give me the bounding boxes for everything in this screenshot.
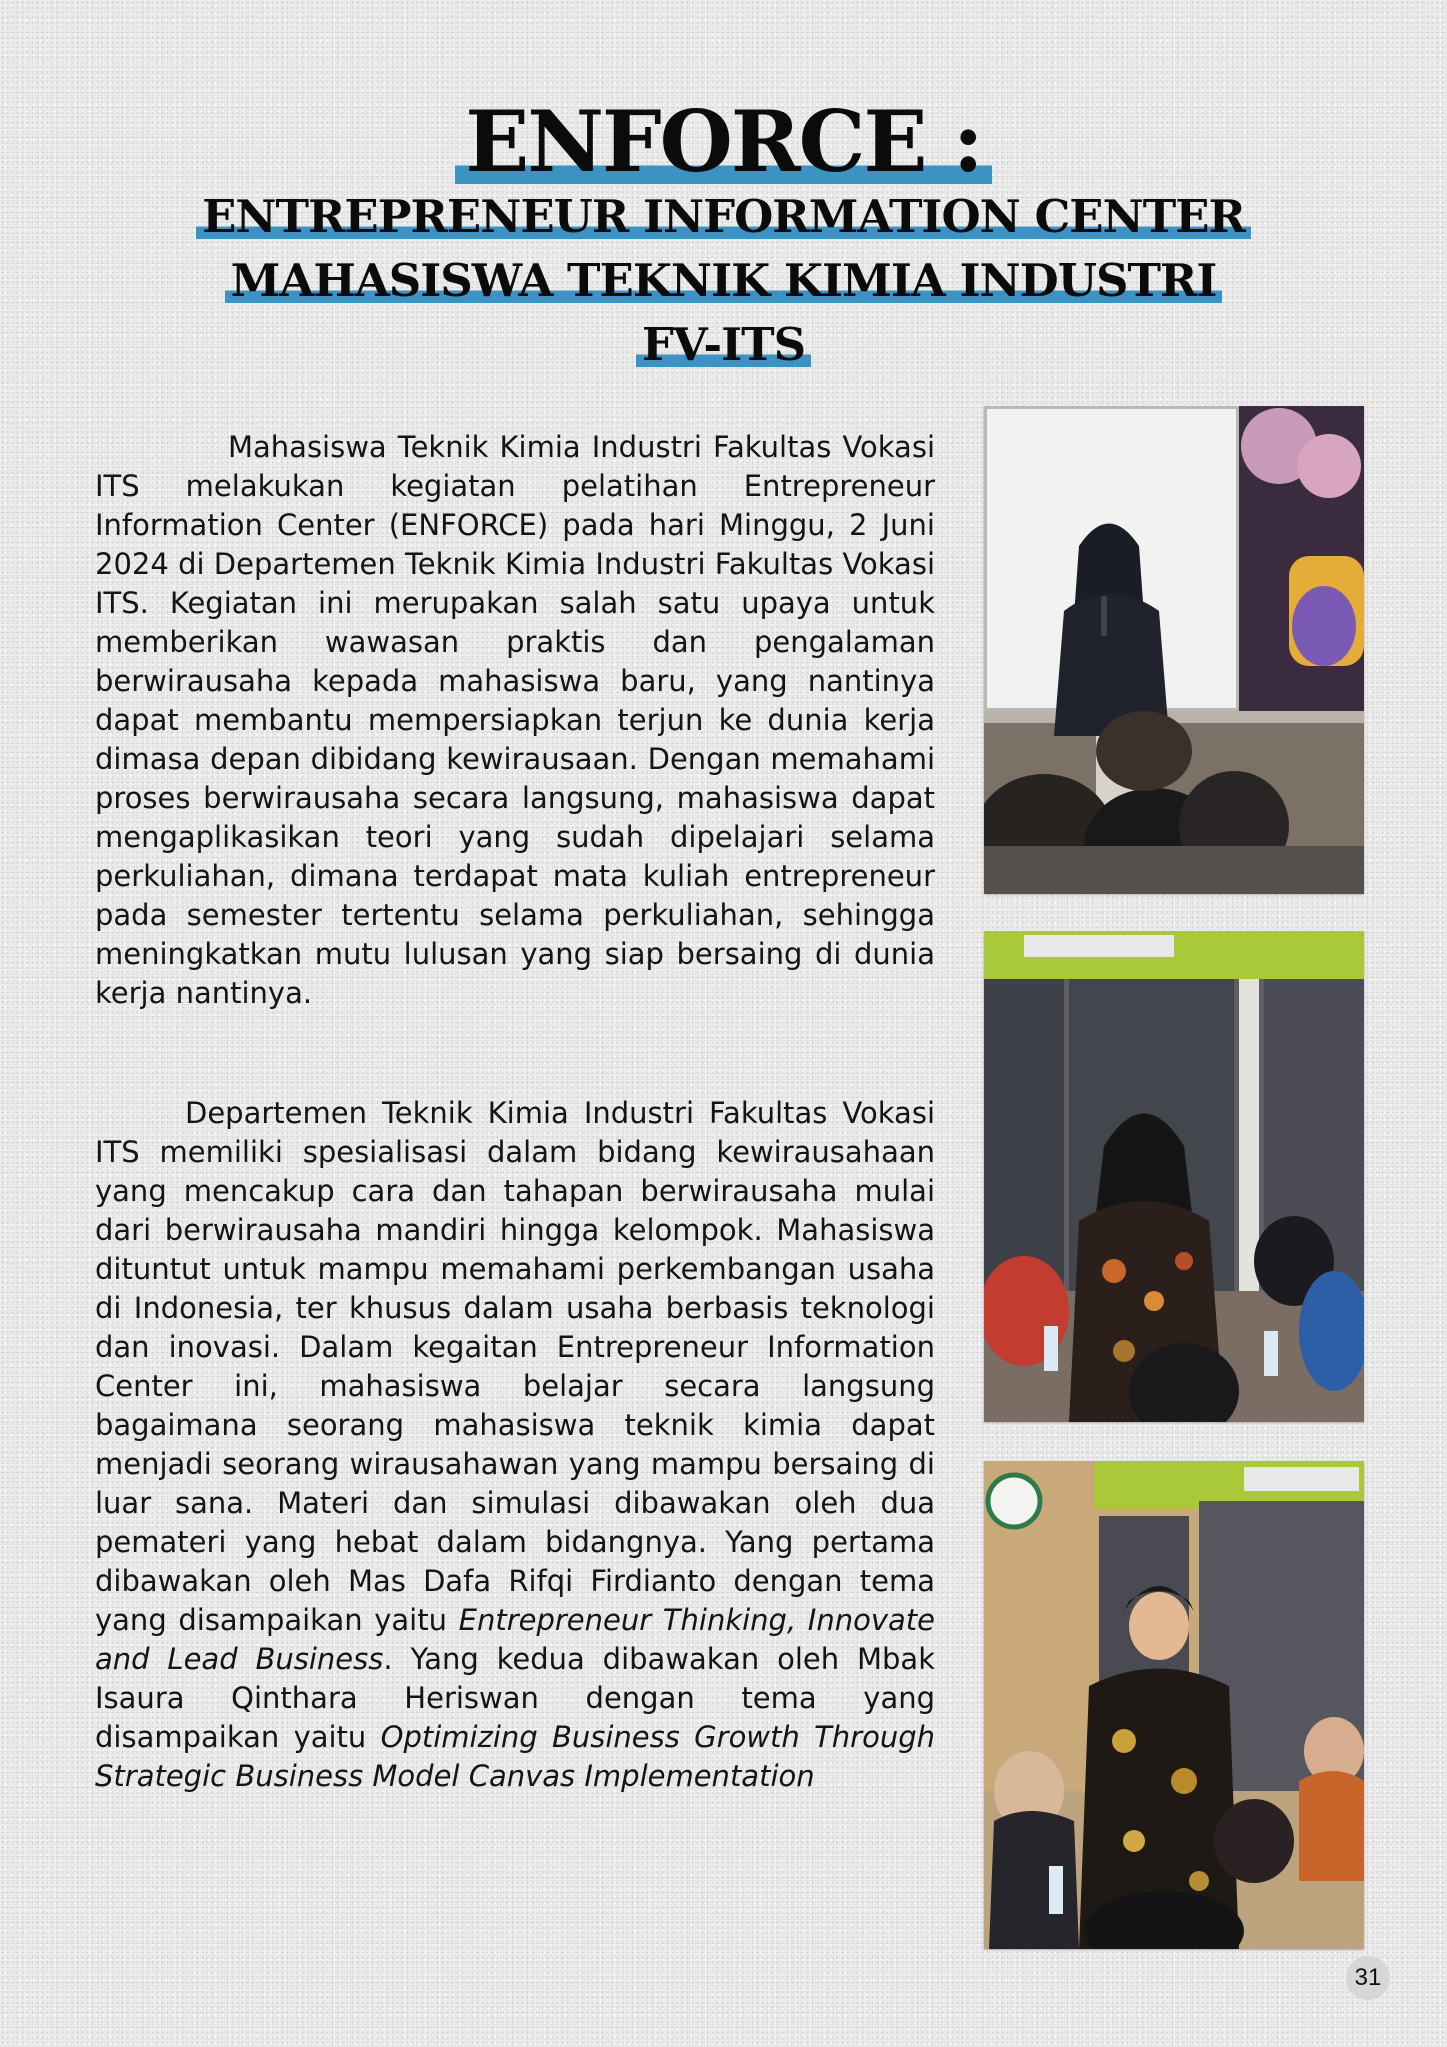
paragraph-2-text-part-1: Departemen Teknik Kimia Industri Fakultas Vokasi ITS memiliki spesialisasi dalam bidang kewirausahaan yang mencakup cara dan tahapan berwirausaha mulai dari berwirausaha mandiri hingga kelompok. Mahasiswa dituntut untuk mampu memahami perkembangan usaha di Indonesia, ter khusus dalam usaha berbasis teknologi dan inovasi. Dalam kegaitan Entrepreneur Information Center ini, mahasiswa belajar secara langsung bagaimana seorang mahasiswa teknik kimia dapat menjadi seorang wirausahawan yang mampu bersaing di luar sana. Materi dan simulasi dibawakan oleh dua pemateri yang hebat dalam bidangnya. Yang pertama dibawakan oleh Mas Dafa Rifqi Firdianto dengan tema yang disampaikan yaitu — [95, 1096, 935, 1637]
subtitle-line-1-text: ENTREPRENEUR INFORMATION CENTER — [196, 194, 1251, 239]
photo-speaker-presenting-icon — [984, 406, 1364, 894]
theme-1-text: Entrepreneur Thinking, Innovate and Lead Business — [95, 1603, 936, 1676]
subtitle-line-2 — [0, 254, 1447, 307]
page-title-text: ENFORCE : — [455, 100, 992, 184]
article-paragraph-1: Mahasiswa Teknik Kimia Industri Fakultas Vokasi ITS melakukan kegiatan pelatihan Entrepreneur Information Center (ENFORCE) pada hari Minggu, 2 Juni 2024 di Departemen Teknik Kimia Industri Fakultas Vokasi ITS. Kegiatan ini merupakan salah satu upaya untuk memberikan wawasan praktis dan pengalaman berwirausaha kepada mahasiswa baru, yang nantinya dapat membantu mempersiapkan terjun ke dunia kerja dimasa depan dibidang kewirausaan. Dengan memahami proses berwirausaha secara langsung, mahasiswa dapat mengaplikasikan teori yang sudah dipelajari selama perkuliahan, dimana terdapat mata kuliah entrepreneur pada semester tertentu selama perkuliahan, sehingga meningkatkan mutu lulusan yang siap bersaing di dunia kerja nantinya. — [95, 430, 935, 1010]
subtitle-line-3 — [0, 318, 1447, 371]
subtitle-line-1 — [0, 190, 1447, 243]
theme-2-text: Optimizing Business Growth Through Strategic Business Model Canvas Implementation — [95, 1720, 936, 1793]
photo-speaker-presenting — [984, 406, 1364, 894]
photo-student-asking-question-icon — [984, 931, 1364, 1422]
article-paragraph-2 — [95, 1094, 935, 1796]
paragraph-2-text-part-2: . Yang kedua dibawakan oleh Mbak Isaura Qinthara Heriswan dengan tema yang disampaikan yaitu — [95, 1642, 935, 1754]
subtitle-line-3-text: FV-ITS — [636, 322, 811, 367]
page-number-badge: 31 — [1346, 1956, 1390, 2000]
subtitle-line-2-text: MAHASISWA TEKNIK KIMIA INDUSTRI — [225, 258, 1223, 303]
photo-student-speaking-microphone — [984, 1461, 1364, 1949]
photo-student-asking-question — [984, 931, 1364, 1422]
page-title — [0, 92, 1447, 191]
photo-student-speaking-microphone-icon — [984, 1461, 1364, 1949]
